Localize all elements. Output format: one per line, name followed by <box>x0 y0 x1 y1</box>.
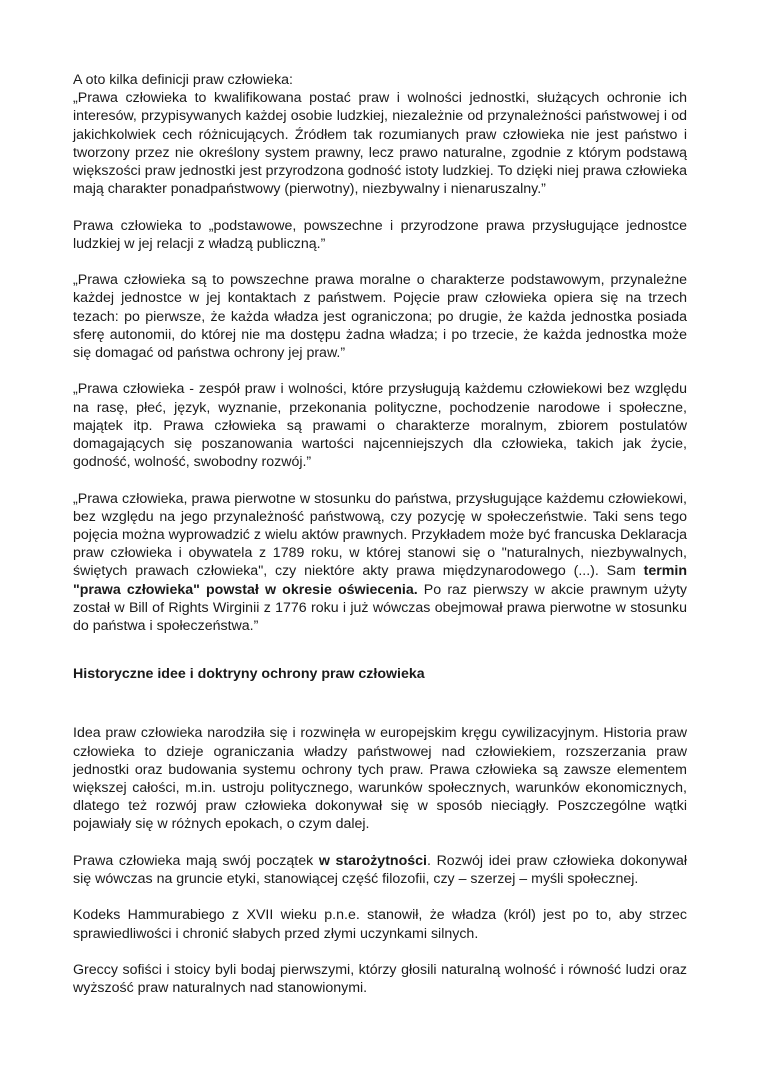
definition-paragraph-1 <box>73 71 687 198</box>
definition-paragraph-4: „Prawa człowieka - zespół praw i wolności, które przysługują każdemu człowiekowi bez względu na rasę, płeć, język, wyznanie, przekonania polityczne, pochodzenie narodowe i społeczne, majątek itp. Prawa człowieka są prawami o charakterze moralnym, zbiorem postulatów domagających się poszanowania wartości najcenniejszych dla człowieka, takich jak życie, godność, wolność, swobodny rozwój.” <box>73 381 687 471</box>
history-2-after: . Rozwój idei praw człowieka dokonywał się wówczas na gruncie etyki, stanowiącej część filozofii, czy – szerzej – myśli społecznej. <box>73 852 688 888</box>
definition-5-part1: „Prawa człowieka, prawa pierwotne w stosunku do państwa, przysługujące każdemu człowiekowi, bez względu na jego przynależność państwową, czy pozycję w społeczeństwie. Taki sens tego pojęcia można wyprowadzić z wielu aktów prawnych. Przykładem może być francuska Deklaracja praw człowieka i obywatela z 1789 roku, w której stanowi się o "naturalnych, niezbywalnych, świętych prawach człowieka", czy niektóre akty prawa międzynarodowego (...). Sam <box>73 490 687 580</box>
section-heading: Historyczne idee i doktryny ochrony praw człowieka <box>73 666 425 683</box>
definition-5-part2: Po raz pierwszy w akcie prawnym użyty został w Bill of Rights Wirginii z 1776 roku i już wówczas obejmował prawa pierwotne w stosunku do państwa i społeczeństwa.” <box>73 581 688 635</box>
history-2-before: Prawa człowieka mają swój początek <box>73 852 319 869</box>
definition-paragraph-2: Prawa człowieka to „podstawowe, powszechne i przyrodzone prawa przysługujące jednostce ludzkiej w jej relacji z władzą publiczną.” <box>73 217 687 252</box>
definition-5-bold: termin "prawa człowieka" powstał w okresie oświecenia. <box>73 563 687 598</box>
definition-paragraph-3: „Prawa człowieka są to powszechne prawa moralne o charakterze podstawowym, przynależne każdej jednostce w jej kontaktach z państwem. Pojęcie praw człowieka opiera się na trzech tezach: po pierwsze, że każda władza jest ograniczona; po drugie, że każda jednostka posiada sferę autonomii, do której nie ma dostępu żadna władza; i po trzecie, że każda jednostka może się domagać od państwa ochrony jej praw.” <box>73 272 687 362</box>
definition-paragraph-5 <box>73 490 687 636</box>
history-paragraph-3: Kodeks Hammurabiego z XVII wieku p.n.e. stanowił, że władza (król) jest po to, aby strzec sprawiedliwości i chronić słabych przed złymi uczynkami silnych. <box>73 907 687 942</box>
intro-line: A oto kilka definicji praw człowieka: <box>73 72 294 88</box>
definition-1-text: „Prawa człowieka to kwalifikowana postać praw i wolności jednostki, służących ochronie ich interesów, przypisywanych każdej osobie ludzkiej, niezależnie od przynależności państwowej i od jakichkolwiek cech różnicujących. Źródłem tak rozumianych praw człowieka nie jest państwo i tworzony przez nie określony system prawny, lecz prawo naturalne, zgodnie z którym podstawą większości praw jednostki jest przyrodzona godność istoty ludzkiej. To dzięki niej prawa człowieka mają charakter ponadpaństwowy (pierwotny), niezbywalny i nienaruszalny.” <box>73 90 687 198</box>
history-2-bold: w starożytności <box>318 852 427 869</box>
history-paragraph-1: Idea praw człowieka narodziła się i rozwinęła w europejskim kręgu cywilizacyjnym. Historia praw człowieka to dzieje ograniczania władzy państwowej nad człowiekiem, rozszerzania praw jednostki oraz budowania systemu ochrony tych praw. Prawa człowieka są zawsze elementem większej całości, m.in. ustroju politycznego, warunków społecznych, warunków ekonomicznych, dlatego też rozwój praw człowieka dokonywał się w sposób nieciągły. Poszczególne wątki pojawiały się w różnych epokach, o czym dalej. <box>73 725 687 833</box>
document-page <box>73 71 687 1016</box>
history-paragraph-2 <box>73 852 687 888</box>
history-paragraph-4: Greccy sofiści i stoicy byli bodaj pierwszymi, którzy głosili naturalną wolność i równość ludzi oraz wyższość praw naturalnych nad stanowionymi. <box>73 962 687 997</box>
